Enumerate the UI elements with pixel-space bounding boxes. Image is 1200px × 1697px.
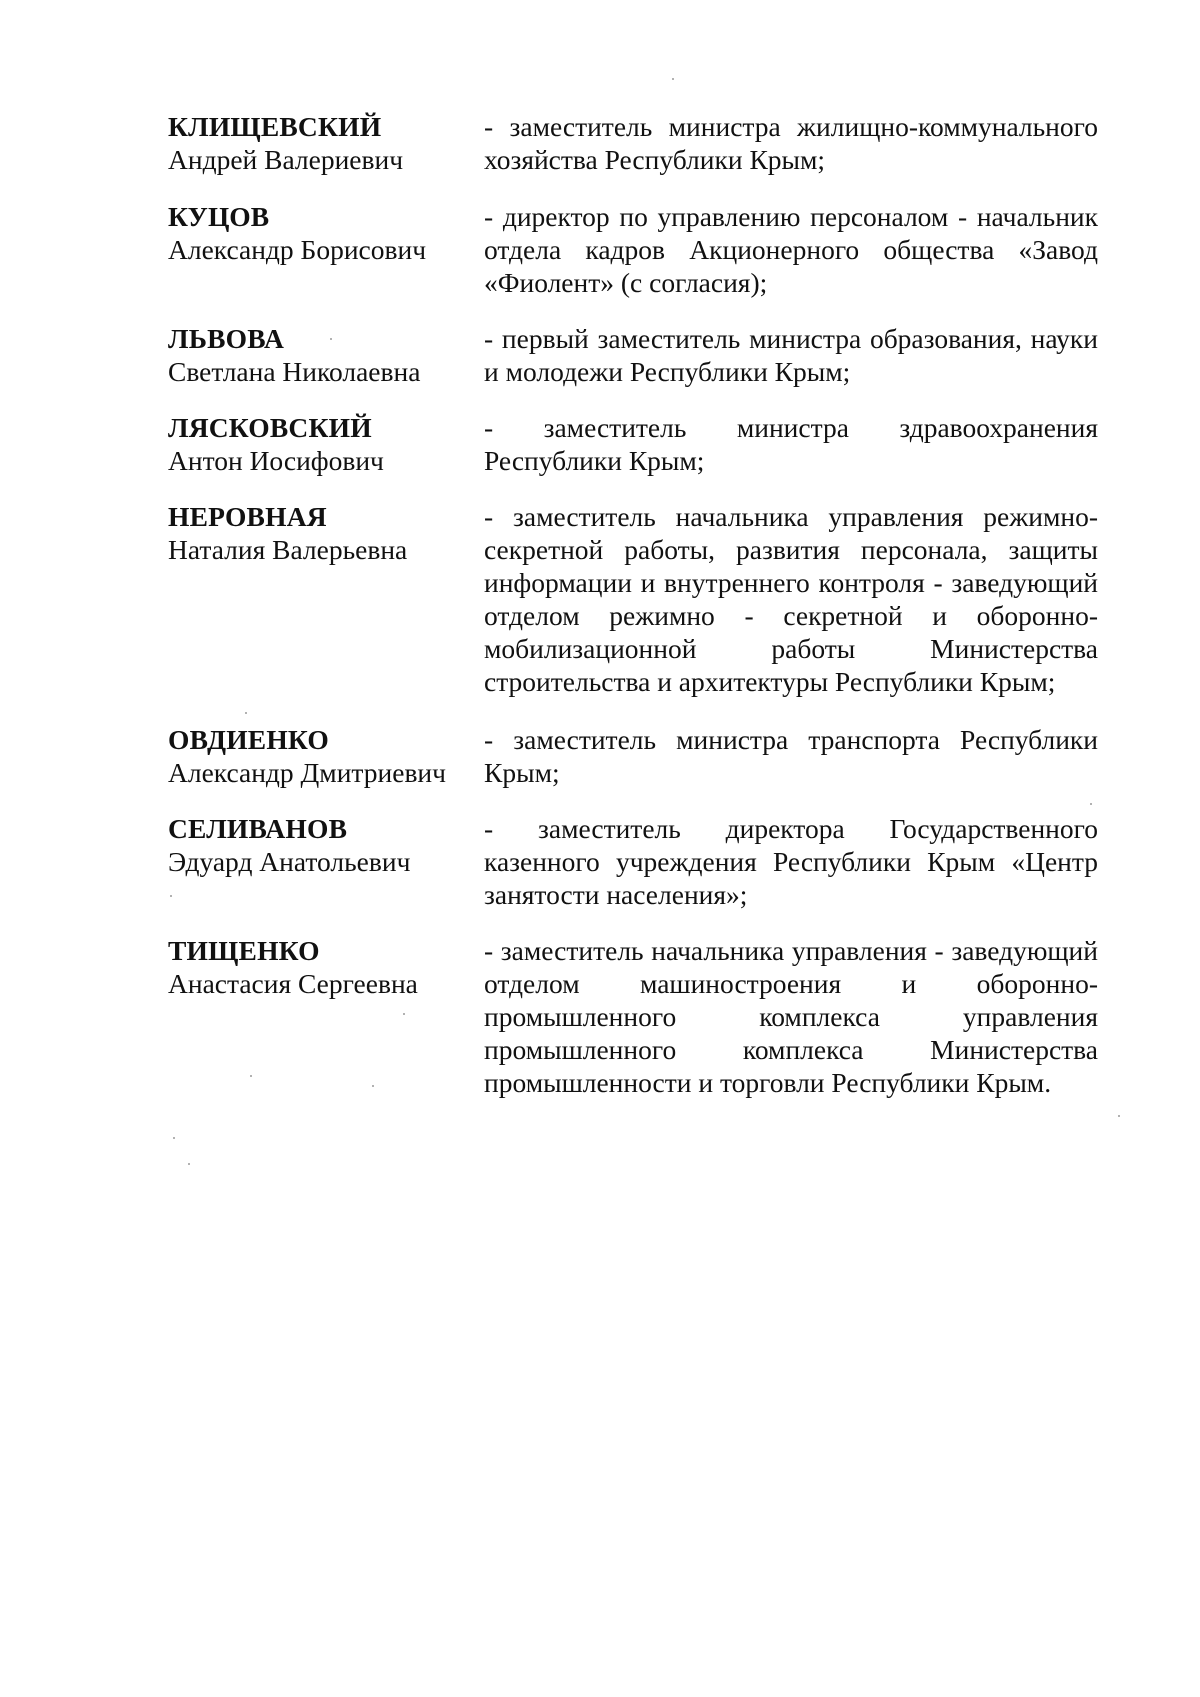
member-position: - заместитель начальника управления режимно-секретной работы, развития персонала, защиты информации и внутреннего контроля - заведующий отделом режимно - секретной и оборонно-мобилизационной работы Министерства строительства и архитектуры Республики Крым; bbox=[484, 501, 1098, 697]
scan-speck bbox=[1090, 803, 1092, 805]
scan-speck bbox=[250, 1075, 252, 1077]
member-surname: ЛЬВОВА bbox=[168, 323, 285, 354]
member-given-name: Александр Борисович bbox=[168, 234, 427, 265]
member-surname: КУЦОВ bbox=[168, 201, 270, 232]
member-name-block bbox=[168, 411, 484, 477]
scan-speck bbox=[245, 712, 247, 714]
member-surname: НЕРОВНАЯ bbox=[168, 501, 327, 532]
commission-members-list bbox=[168, 110, 1098, 1104]
member-name-block bbox=[168, 200, 484, 266]
member-entry-ovdienko bbox=[168, 723, 1098, 812]
scan-speck bbox=[672, 78, 674, 80]
member-position: - первый заместитель министра образования, науки и молодежи Республики Крым; bbox=[484, 323, 1098, 387]
member-position: - заместитель министра здравоохранения Республики Крым; bbox=[484, 412, 1098, 476]
scan-speck bbox=[170, 895, 172, 897]
member-name-block bbox=[168, 322, 484, 388]
member-entry-nerovnaya bbox=[168, 500, 1098, 723]
member-entry-kutsov bbox=[168, 200, 1098, 322]
member-given-name: Эдуард Анатольевич bbox=[168, 846, 411, 877]
scan-speck bbox=[1118, 1115, 1120, 1117]
member-given-name: Наталия Валерьевна bbox=[168, 534, 408, 565]
member-surname: СЕЛИВАНОВ bbox=[168, 813, 348, 844]
member-name-block bbox=[168, 110, 484, 176]
member-surname: ЛЯСКОВСКИЙ bbox=[168, 412, 372, 443]
member-position: - заместитель директора Государственного казенного учреждения Республики Крым «Центр занятости населения»; bbox=[484, 813, 1098, 910]
member-given-name: Антон Иосифович bbox=[168, 445, 384, 476]
member-position: - заместитель министра жилищно-коммунального хозяйства Республики Крым; bbox=[484, 111, 1098, 175]
scan-speck bbox=[188, 1163, 190, 1165]
scan-speck bbox=[372, 1085, 374, 1087]
scan-speck bbox=[173, 1137, 175, 1139]
member-position: - заместитель министра транспорта Республики Крым; bbox=[484, 724, 1098, 788]
member-given-name: Александр Дмитриевич bbox=[168, 757, 446, 788]
member-entry-tishchenko bbox=[168, 934, 1098, 1104]
member-name-block bbox=[168, 723, 484, 789]
member-given-name: Андрей Валериевич bbox=[168, 144, 404, 175]
scan-speck bbox=[403, 1013, 405, 1015]
member-entry-selivanov bbox=[168, 812, 1098, 934]
member-given-name: Светлана Николаевна bbox=[168, 356, 421, 387]
member-surname: ОВДИЕНКО bbox=[168, 724, 329, 755]
member-position: - директор по управлению персоналом - начальник отдела кадров Акционерного общества «Завод «Фиолент» (с согласия); bbox=[484, 201, 1098, 298]
member-entry-klishchevsky bbox=[168, 110, 1098, 200]
scan-speck bbox=[330, 338, 332, 340]
member-surname: ТИЩЕНКО bbox=[168, 935, 320, 966]
member-name-block bbox=[168, 934, 484, 1000]
member-entry-lyaskovsky bbox=[168, 411, 1098, 500]
member-position: - заместитель начальника управления - заведующий отделом машиностроения и оборонно-промышленного комплекса управления промышленного комплекса Министерства промышленности и торговли Республики Крым. bbox=[484, 935, 1098, 1098]
member-given-name: Анастасия Сергеевна bbox=[168, 968, 418, 999]
member-name-block bbox=[168, 812, 484, 878]
member-entry-lvova bbox=[168, 322, 1098, 411]
member-surname: КЛИЩЕВСКИЙ bbox=[168, 111, 382, 142]
member-name-block bbox=[168, 500, 484, 566]
